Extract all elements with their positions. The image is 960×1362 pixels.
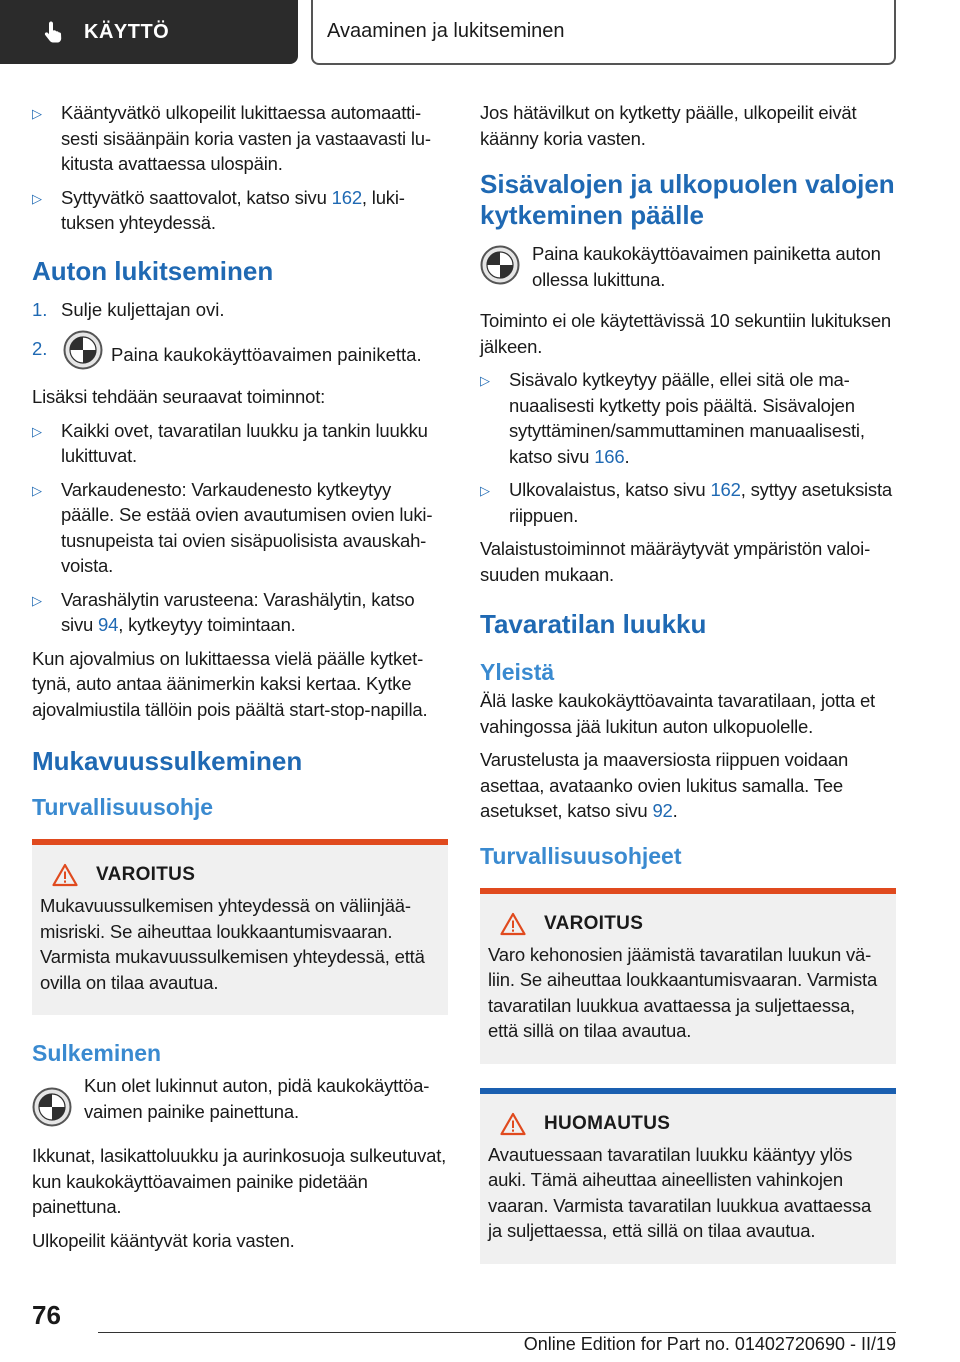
step-item: 1. Sulje kuljettajan ovi. [32, 298, 225, 320]
warning-triangle-icon [500, 1112, 526, 1136]
list-item: ▷ Ulkovalaistus, katso sivu 162, syttyy asetuksista riippuen. [480, 477, 896, 528]
warning-triangle-icon [52, 863, 78, 887]
heading-lights-on: Sisävalojen ja ulkopuolen valojen kytkeminen päälle [480, 169, 895, 230]
page-link[interactable]: 94 [98, 614, 119, 635]
left-column [32, 100, 448, 1261]
note-text: Avautuessaan tavaratilan luukku kääntyy ylös auki. Tämä aiheuttaa aineellisten vahinkojen vaaran. Varmista tavaratilan luukkua avattaessa ja suljettaessa, että sillä on tilaa avautua. [488, 1143, 872, 1241]
paragraph: Älä laske kaukokäyttöavainta tavaratilaan, jotta et vahingossa jää lukitun auton ulkopuolelle. [480, 690, 875, 737]
section-title: KÄYTTÖ [84, 20, 170, 43]
note-title: HUOMAUTUS [544, 1112, 671, 1134]
pointing-hand-icon [42, 19, 68, 45]
page-number: 76 [32, 1300, 61, 1330]
right-column [480, 100, 896, 1288]
edition-text: Online Edition for Part no. 01402720690 - II/19 [523, 1334, 896, 1354]
warning-title: VAROITUS [96, 864, 196, 885]
list-item: ▷ Varashälytin varusteena: Varashälytin, katso sivu 94, kytkeytyy toimintaan. [32, 587, 448, 638]
paragraph: Varustelusta ja maaversiosta riippuen voidaan asettaa, avataanko ovien lukitus samalla. Tee asetukset, katso sivu 92. [480, 749, 849, 821]
heading-trunk-lid: Tavaratilan luukku [480, 609, 707, 639]
page-header [0, 0, 960, 66]
triangle-bullet-icon: ▷ [32, 482, 42, 498]
paragraph: Ikkunat, lasikattoluukku ja aurinkosuoja sulkeutuvat, kun kaukokäyttöavaimen painike pidetään painettuna. [32, 1145, 447, 1217]
heading-general: Yleistä [480, 659, 555, 685]
triangle-bullet-icon: ▷ [32, 106, 42, 121]
triangle-bullet-icon: ▷ [32, 592, 42, 608]
heading-vehicle-lock: Auton lukitseminen [32, 255, 274, 286]
paragraph: Kun ajovalmius on lukittaessa vielä päälle kytkettynä, auto antaa äänimerkin kaksi kertaa. Kytke ajovalmiustila tällöin pois päältä start-stop-napilla. [32, 647, 428, 720]
section-tab [0, 0, 298, 64]
footer-divider [98, 1332, 896, 1333]
page-link[interactable]: 162 [710, 479, 741, 500]
paragraph: Toiminto ei ole käytettävissä 10 sekuntiin lukituksen jälkeen. [480, 310, 892, 357]
list-item: ▷ Kaikki ovet, tavaratilan luukku ja tankin luukku lukittuvat. [32, 418, 448, 469]
list-item: ▷ Kääntyvätkö ulkopeilit lukittaessa automaattisesti sisäänpäin koria vasten ja vastaavasti lukitusta avattaessa ulospäin. [32, 100, 448, 177]
page-link[interactable]: 166 [594, 445, 625, 467]
list-item: ▷ Sisävalo kytkeytyy päälle, ellei sitä ole manuaalisesti kytketty pois päältä. Sisävalojen sytyttäminen/sammuttaminen manuaalisesti, katso sivu 166. [480, 367, 896, 469]
heading-safety-note: Turvallisuusohje [32, 794, 214, 820]
note-box [480, 1088, 896, 1264]
warning-text: Varo kehonosien jäämistä tavaratilan luukun väliin. Se aiheuttaa loukkaantumisvaaran. Varmista tavaratilan luukkua avattaessa ja suljettaessa, että sillä on tilaa avautua. [488, 943, 878, 1041]
key-instruction: Kun olet lukinnut auton, pidä kaukokäyttöavaimen painike painettuna. [32, 1073, 448, 1127]
page-link[interactable]: 162 [331, 186, 362, 208]
paragraph: Jos hätävilkut on kytketty päälle, ulkopeilit eivät käänny koria vasten. [480, 102, 857, 149]
triangle-bullet-icon: ▷ [32, 423, 42, 439]
triangle-bullet-icon: ▷ [480, 373, 490, 388]
heading-closing: Sulkeminen [32, 1040, 162, 1066]
page-footer [0, 1290, 960, 1362]
step-item: 2. Paina kaukokäyttöavaimen painiketta. [32, 336, 448, 376]
chapter-title: Avaaminen ja lukitseminen [327, 20, 565, 42]
heading-safety-notes: Turvallisuusohjeet [480, 842, 682, 869]
page-link[interactable]: 92 [652, 800, 673, 821]
paragraph: Ulkopeilit kääntyvät koria vasten. [32, 1229, 295, 1251]
remote-key-button-icon [32, 1087, 72, 1127]
warning-text: Mukavuussulkemisen yhteydessä on väliinjäämisriski. Se aiheuttaa loukkaantumisvaaran. Varmista mukavuussulkemisen yhteydessä, että ovilla on tilaa avautua. [40, 895, 425, 993]
paragraph: Valaistustoiminnot määräytyvät ympäristön valoisuuden mukaan. [480, 538, 871, 585]
heading-comfort-closing: Mukavuussulkeminen [32, 746, 303, 776]
key-instruction: Paina kaukokäyttöavaimen painiketta auton ollessa lukittuna. [480, 241, 896, 292]
chapter-tab [311, 0, 896, 65]
triangle-bullet-icon: ▷ [32, 190, 42, 206]
list-item: ▷ Varkaudenesto: Varkaudenesto kytkeytyy päälle. Se estää ovien avautumisen ovien lukitusnupeista tai ovien sisäpuolisista avauskahvoista. [32, 477, 448, 579]
remote-key-button-icon [480, 245, 520, 285]
list-item: ▷ Syttyvätkö saattovalot, katso sivu 162, lukituksen yhteydessä. [32, 185, 448, 236]
warning-triangle-icon [500, 912, 526, 936]
triangle-bullet-icon: ▷ [480, 483, 490, 498]
warning-title: VAROITUS [544, 912, 644, 934]
remote-key-button-icon [63, 330, 103, 370]
warning-box [32, 839, 448, 1015]
paragraph: Lisäksi tehdään seuraavat toiminnot: [32, 386, 326, 407]
warning-box [480, 888, 896, 1064]
